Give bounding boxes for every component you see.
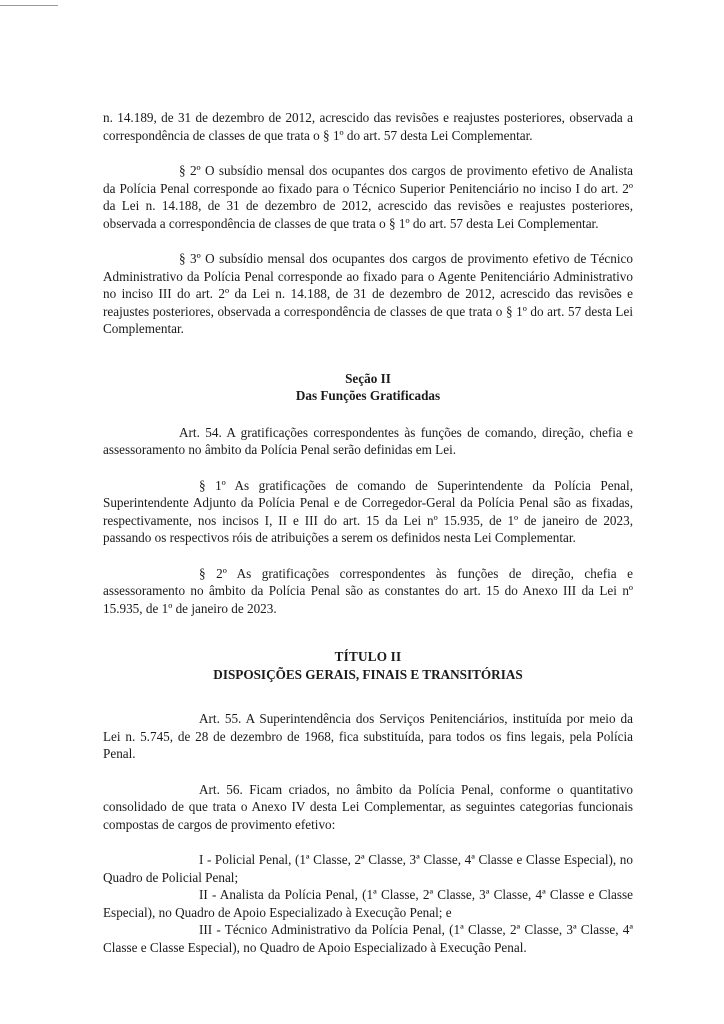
article-54: Art. 54. A gratificações correspondentes às funções de comando, direção, chefia e assessoramento no âmbito da Polícia Penal serão definidas em Lei. [103, 424, 633, 457]
paragraph-3: § 3º O subsídio mensal dos ocupantes dos cargos de provimento efetivo de Técnico Administrativo da Polícia Penal corresponde ao fixado para o Agente Penitenciário Administrativo no inciso III do art. 2º da Lei n. 14.188, de 31 de dezembro de 2012, acrescido das revisões e reajustes posteriores, observada a correspondência de classes de que trata o § 1º do art. 57 desta Lei Complementar. [103, 251, 633, 336]
top-left-rule [0, 5, 58, 6]
section-label: Seção II [345, 370, 391, 386]
title-label: TÍTULO II [334, 649, 402, 664]
article-55: Art. 55. A Superintendência dos Serviços Penitenciários, instituída por meio da Lei n. 5.745, de 28 de dezembro de 1968, fica substituída, para todos os fins legais, pela Polícia Penal. [103, 711, 633, 761]
article-56-inciso-1: I - Policial Penal, (1ª Classe, 2ª Classe, 3ª Classe, 4ª Classe e Classe Especial), no Quadro de Policial Penal; [103, 852, 633, 885]
document-body [103, 109, 633, 956]
article-56-inciso-3: III - Técnico Administrativo da Polícia Penal, (1ª Classe, 2ª Classe, 3ª Classe, 4ª Classe e Classe Especial), no Quadro de Apoio Especializado à Execução Penal. [103, 922, 633, 955]
article-56: Art. 56. Ficam criados, no âmbito da Polícia Penal, conforme o quantitativo consolidado de que trata o Anexo IV desta Lei Complementar, as seguintes categorias funcionais compostas de cargos de provimento efetivo: [103, 781, 633, 832]
article-54-paragraph-1: § 1º As gratificações de comando de Superintendente da Polícia Penal, Superintendente Adjunto da Polícia Penal e de Corregedor-Geral da Polícia Penal são as fixadas, respectivamente, nos incisos I, II e III do art. 15 da Lei nº 15.935, de 1º de janeiro de 2023, passando os respectivos róis de atribuições a serem os definidos nesta Lei Complementar. [103, 477, 633, 545]
section-title: Das Funções Gratificadas [295, 388, 441, 403]
article-54-paragraph-2: § 2º As gratificações correspondentes às funções de direção, chefia e assessoramento no âmbito da Polícia Penal são as constantes do art. 15 do Anexo III da Lei nº 15.935, de 1º de janeiro de 2023. [103, 565, 633, 616]
article-56-inciso-2: II - Analista da Polícia Penal, (1ª Classe, 2ª Classe, 3ª Classe, 4ª Classe e Classe Especial), no Quadro de Apoio Especializado à Execução Penal; e [103, 887, 633, 920]
paragraph-continuation: n. 14.189, de 31 de dezembro de 2012, acrescido das revisões e reajustes posteriores, observada a correspondência de classes de que trata o § 1º do art. 57 desta Lei Complementar. [103, 110, 633, 143]
paragraph-2: § 2º O subsídio mensal dos ocupantes dos cargos de provimento efetivo de Analista da Polícia Penal corresponde ao fixado para o Técnico Superior Penitenciário no inciso I do art. 2º da Lei n. 14.188, de 31 de dezembro de 2012, acrescido das revisões e reajustes posteriores, observada a correspondência de classes de que trata o § 1º do art. 57 desta Lei Complementar. [103, 163, 633, 231]
title-name: DISPOSIÇÕES GERAIS, FINAIS E TRANSITÓRIAS [213, 666, 523, 682]
